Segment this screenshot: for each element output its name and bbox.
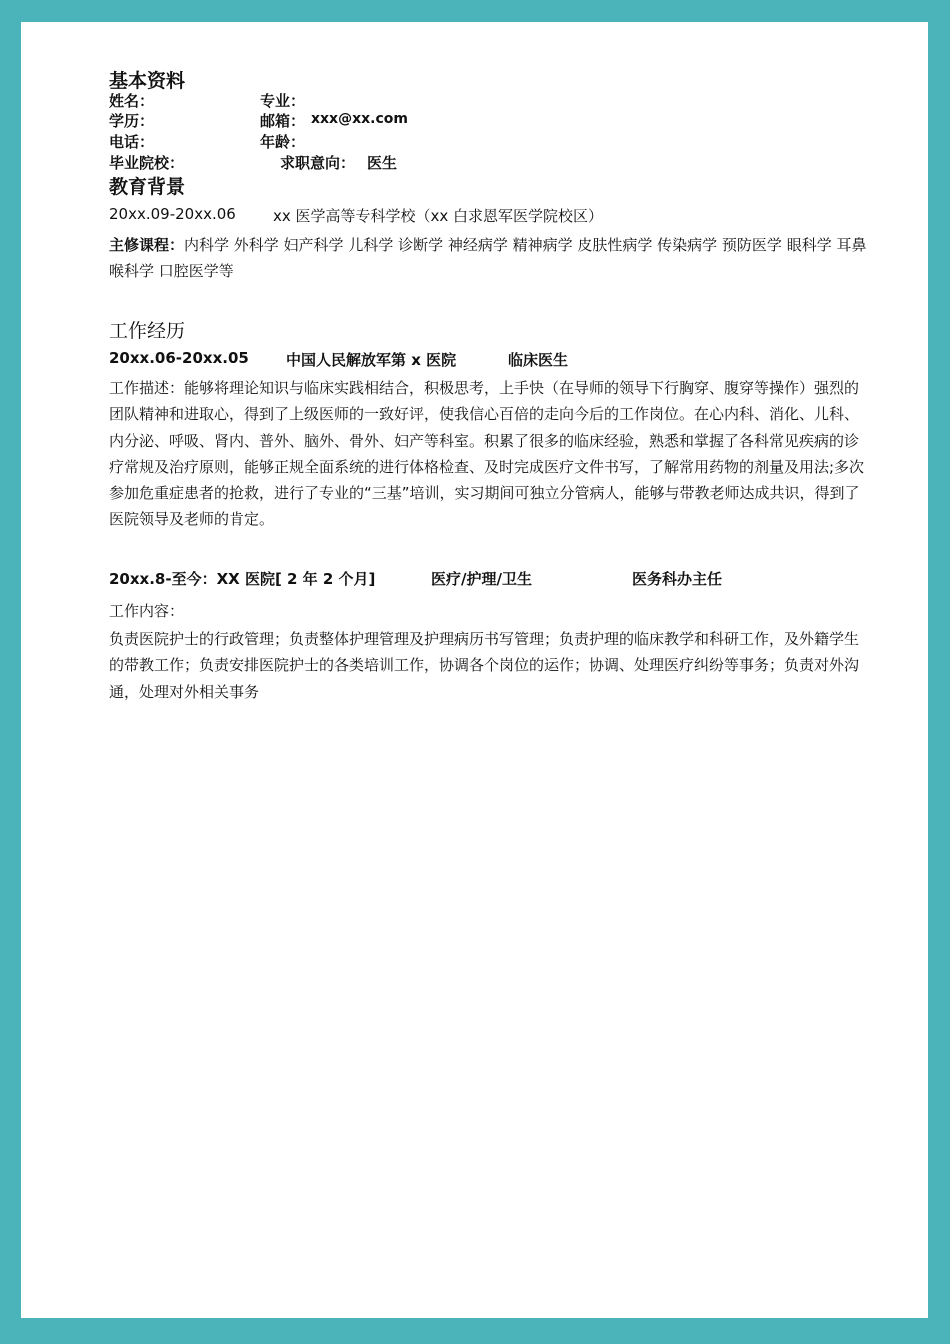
major-label: 专业： xyxy=(260,92,306,110)
courses-label: 主修课程： xyxy=(109,236,185,254)
job1-org: 中国人民解放军第 x 医院 xyxy=(286,351,457,369)
phone-label: 电话： xyxy=(109,133,155,151)
job1-position: 临床医生 xyxy=(508,351,569,369)
intent-label: 求职意向： xyxy=(280,154,356,172)
job2-period: 20xx.8-至今：XX 医院[ 2 年 2 个月] xyxy=(109,570,376,588)
resume-page xyxy=(21,22,928,1318)
email-label: 邮箱： xyxy=(260,112,306,130)
education-label: 学历： xyxy=(109,112,155,130)
section-title-education: 教育背景 xyxy=(109,176,186,198)
job2-position: 医务科办主任 xyxy=(632,570,723,588)
section-title-basic: 基本资料 xyxy=(109,70,186,92)
job1-description: 工作描述：能够将理论知识与临床实践相结合，积极思考，上手快（在导师的领导下行胸穿、腹穿等操作）强烈的团队精神和进取心，得到了上级医师的一致好评，使我信心百倍的走向今后的工作岗位。在心内科、消化、儿科、内分泌、呼吸、肾内、普外、脑外、骨外、妇产等科室。积累了很多的临床经验，熟悉和掌握了各科常见疾病的诊疗常规及治疗原则，能够正规全面系统的进行体格检查、及时完成医疗文件书写，了解常用药物的剂量及用法;多次参加危重症患者的抢救，进行了专业的“三基”培训，实习期间可独立分管病人，能够与带教老师达成共识，得到了医院领导及老师的肯定。 xyxy=(109,379,865,529)
age-label: 年龄： xyxy=(260,133,306,151)
email-value: xxx@xx.com xyxy=(311,111,408,127)
education-period: 20xx.09-20xx.06 xyxy=(109,205,236,223)
job2-content-label: 工作内容： xyxy=(109,602,185,620)
courses-paragraph xyxy=(109,232,869,285)
job1-period: 20xx.06-20xx.05 xyxy=(109,349,249,367)
job2-content: 负责医院护士的行政管理；负责整体护理管理及护理病历书写管理；负责护理的临床教学和科研工作，及外籍学生的带教工作；负责安排医院护士的各类培训工作，协调各个岗位的运作；协调、处理医疗纠纷等事务；负责对外沟通，处理对外相关事务 xyxy=(109,630,860,701)
job2-field: 医疗/护理/卫生 xyxy=(431,570,532,588)
school-label: 毕业院校： xyxy=(109,154,185,172)
section-title-work: 工作经历 xyxy=(109,320,186,342)
intent-value: 医生 xyxy=(367,154,398,172)
education-school: xx 医学高等专科学校（xx 白求恩军医学院校区） xyxy=(273,207,604,225)
name-label: 姓名： xyxy=(109,92,155,110)
courses-text: 内科学 外科学 妇产科学 儿科学 诊断学 神经病学 精神病学 皮肤性病学 传染病学 预防医学 眼科学 耳鼻喉科学 口腔医学等 xyxy=(109,236,867,281)
